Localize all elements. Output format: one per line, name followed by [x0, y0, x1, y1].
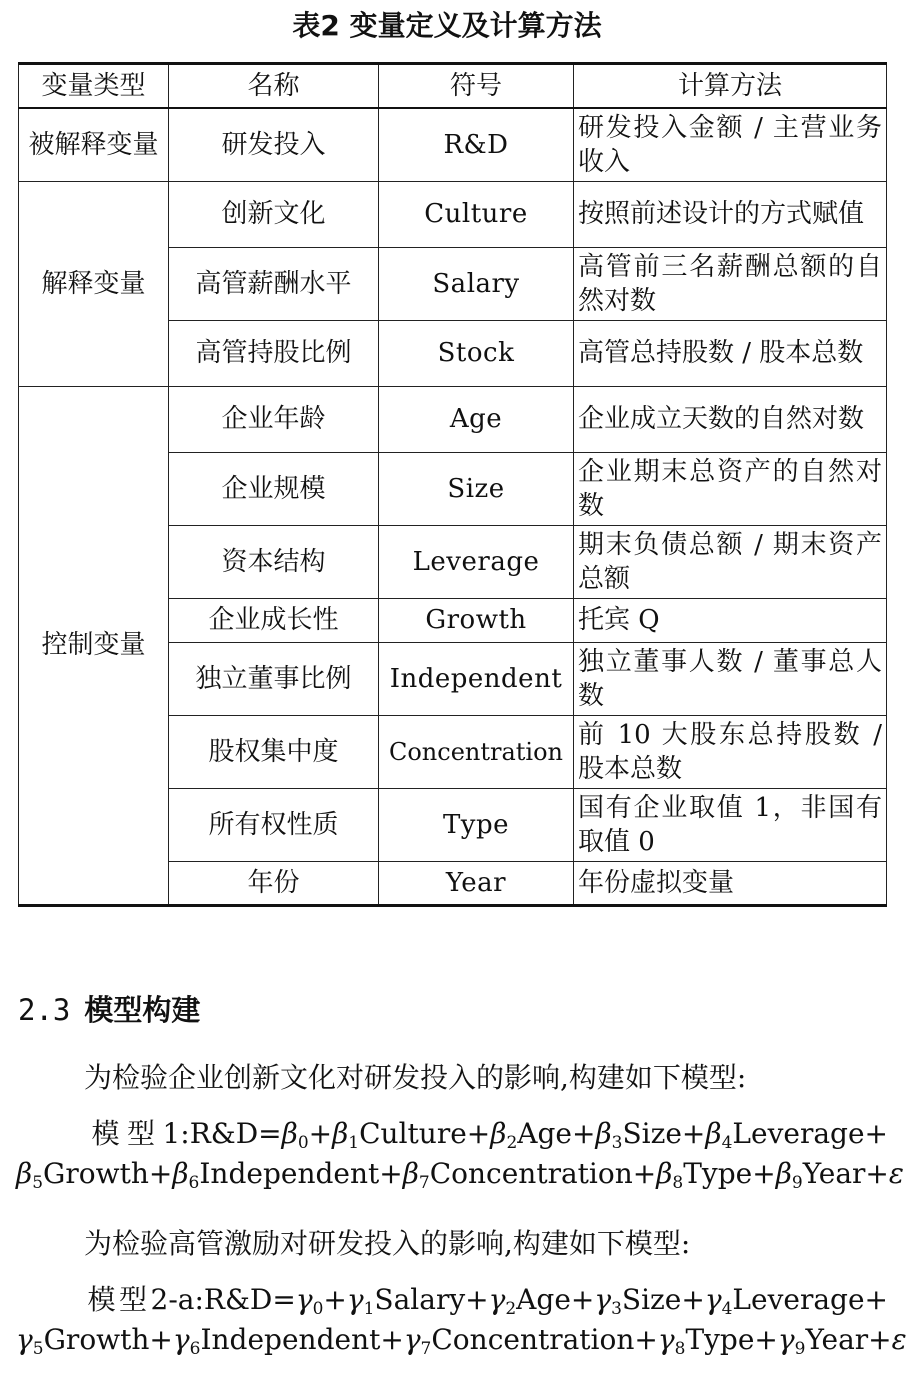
variable-symbol: Independent: [379, 642, 574, 715]
variable-name: 高管持股比例: [169, 320, 379, 386]
model1-label: 模型1:: [84, 1117, 190, 1150]
variable-method: 研发投入金额 / 主营业务收入: [574, 108, 887, 182]
section-heading: [18, 990, 200, 1030]
group-type-control: 控制变量: [19, 386, 169, 905]
variable-symbol: Age: [379, 386, 574, 452]
header-variable-type: 变量类型: [19, 64, 169, 108]
variable-symbol: R&D: [379, 108, 574, 182]
variable-method: 按照前述设计的方式赋值: [574, 181, 887, 247]
variable-method: 托宾 Q: [574, 598, 887, 642]
variable-symbol: Culture: [379, 181, 574, 247]
variable-symbol: Concentration: [379, 715, 574, 788]
variable-method: 高管总持股数 / 股本总数: [574, 320, 887, 386]
table-header-row: [19, 64, 887, 108]
group-type-dependent: 被解释变量: [19, 108, 169, 182]
section-number: 2.3: [18, 993, 71, 1027]
group-type-explanatory: 解释变量: [19, 181, 169, 386]
model2a-equation: 模型$2-a:R\&D=\gamma_0+\gamma_1Salary+\gamma_2Age+\gamma_3Size+\gamma_4Leverage+$ $\gamma_5Growth+\gamma_6Independent+\gamma_7Concentration+\gamma_8Type+\gamma_9Year+\varepsilon$: [16, 1283, 907, 1359]
variable-method: 独立董事人数 / 董事总人数: [574, 642, 887, 715]
variable-symbol: Leverage: [379, 525, 574, 598]
paragraph-intro-model2: 为检验高管激励对研发投入的影响,构建如下模型:: [84, 1227, 691, 1260]
variable-symbol: Salary: [379, 247, 574, 320]
variable-name: 独立董事比例: [169, 642, 379, 715]
variable-name: 资本结构: [169, 525, 379, 598]
section-title: 模型构建: [84, 993, 201, 1027]
paragraph-intro-model1: 为检验企业创新文化对研发投入的影响,构建如下模型:: [84, 1061, 747, 1094]
variable-name: 创新文化: [169, 181, 379, 247]
variable-symbol: Year: [379, 861, 574, 905]
variable-name: 高管薪酬水平: [169, 247, 379, 320]
variable-symbol: Size: [379, 452, 574, 525]
variable-name: 企业年龄: [169, 386, 379, 452]
variable-definition-table: [18, 62, 887, 907]
table-row: [19, 108, 887, 182]
variable-method: 年份虚拟变量: [574, 861, 887, 905]
table-caption: 表2 变量定义及计算方法: [292, 9, 602, 42]
variable-method: 期末负债总额 / 期末资产总额: [574, 525, 887, 598]
variable-method: 前 10 大股东总持股数 / 股本总数: [574, 715, 887, 788]
model2a-label: 模型2-a:: [84, 1283, 204, 1316]
header-symbol: 符号: [379, 64, 574, 108]
variable-name: 所有权性质: [169, 788, 379, 861]
variable-name: 研发投入: [169, 108, 379, 182]
variable-symbol: Type: [379, 788, 574, 861]
table-row: [19, 181, 887, 247]
variable-symbol: Growth: [379, 598, 574, 642]
variable-name: 企业成长性: [169, 598, 379, 642]
variable-name: 企业规模: [169, 452, 379, 525]
variable-method: 高管前三名薪酬总额的自然对数: [574, 247, 887, 320]
variable-name: 股权集中度: [169, 715, 379, 788]
table-row: [19, 386, 887, 452]
variable-method: 企业成立天数的自然对数: [574, 386, 887, 452]
header-method: 计算方法: [574, 64, 887, 108]
header-name: 名称: [169, 64, 379, 108]
variable-method: 国有企业取值 1，非国有取值 0: [574, 788, 887, 861]
variable-method: 企业期末总资产的自然对数: [574, 452, 887, 525]
variable-name: 年份: [169, 861, 379, 905]
model1-equation: 模型$1:R\&D=\beta_0+\beta_1Culture+\beta_2Age+\beta_3Size+\beta_4Leverage+$ $\beta_5Growth+\beta_6Independent+\beta_7Concentration+\beta_8Type+\beta_9Year+\varepsilon$: [16, 1117, 904, 1193]
variable-symbol: Stock: [379, 320, 574, 386]
